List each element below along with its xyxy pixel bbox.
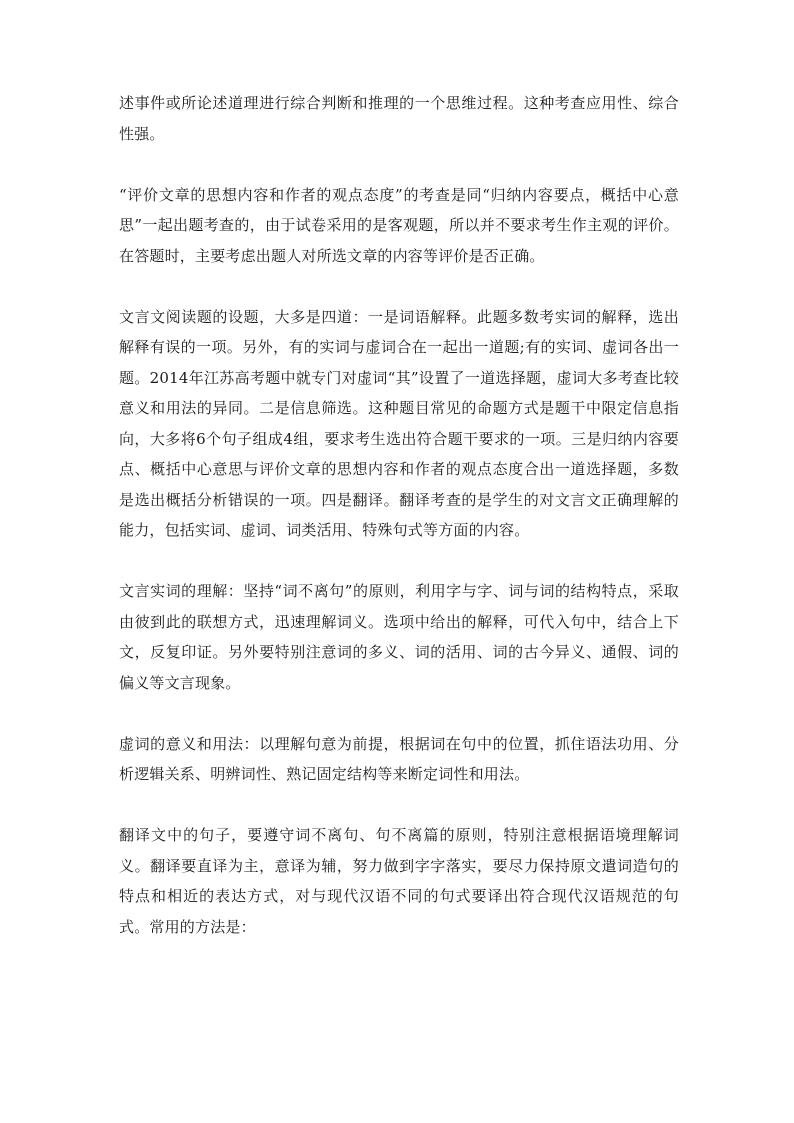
document-body: [119, 88, 679, 973]
paragraph-2: “评价文章的思想内容和作者的观点态度”的考查是同“归纳内容要点，概括中心意思”一起出题考查的，由于试卷采用的是客观题，所以并不要求考生作主观的评价。在答题时，主要考虑出题人对所选文章的内容等评价是否正确。: [119, 185, 679, 265]
paragraph-5: 虚词的意义和用法：以理解句意为前提，根据词在句中的位置，抓住语法功用、分析逻辑关系、明辨词性、熟记固定结构等来断定词性和用法。: [119, 734, 679, 783]
paragraph-6: 翻译文中的句子，要遵守词不离句、句不离篇的原则，特别注意根据语境理解词义。翻译要直译为主，意译为辅，努力做到字字落实，要尽力保持原文遣词造句的特点和相近的表达方式，对与现代汉语不同的句式要译出符合现代汉语规范的句式。常用的方法是：: [119, 826, 679, 936]
paragraph-3: 文言文阅读题的设题，大多是四道：一是词语解释。此题多数考实词的解释，选出解释有误的一项。另外，有的实词与虚词合在一起出一道题;有的实词、虚词各出一题。2014年江苏高考题中就专门对虚词“其”设置了一道选择题，虚词大多考查比较意义和用法的异同。二是信息筛选。这种题目常见的命题方式是题干中限定信息指向，大多将6个句子组成4组，要求考生选出符合题干要求的一项。三是归纳内容要点、概括中心意思与评价文章的思想内容和作者的观点态度合出一道选择题，多数是选出概括分析错误的一项。四是翻译。翻译考查的是学生的对文言文正确理解的能力，包括实词、虚词、词类活用、特殊句式等方面的内容。: [119, 307, 679, 539]
paragraph-4: 文言实词的理解：坚持“词不离句”的原则，利用字与字、词与词的结构特点，采取由彼到此的联想方式，迅速理解词义。选项中给出的解释，可代入句中，结合上下文，反复印证。另外要特别注意词的多义、词的活用、词的古今异义、通假、词的偏义等文言现象。: [119, 582, 679, 692]
paragraph-1: 述事件或所论述道理进行综合判断和推理的一个思维过程。这种考查应用性、综合性强。: [119, 94, 679, 143]
